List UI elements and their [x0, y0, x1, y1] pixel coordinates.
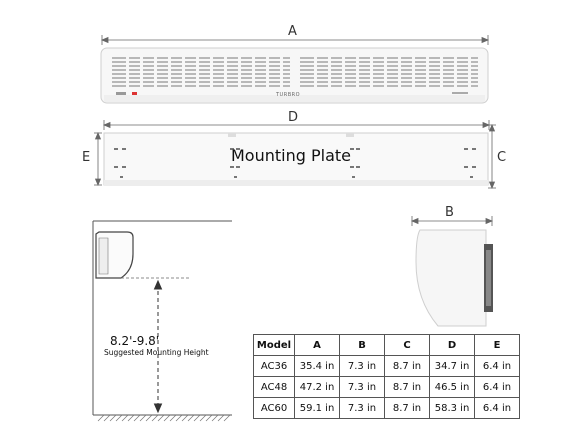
floor-hatch-line [140, 415, 146, 421]
vent-slat [300, 69, 478, 71]
floor-hatch-line [134, 415, 140, 421]
dimension-c-line [488, 125, 496, 188]
vent-slat [112, 57, 290, 59]
dimension-spec-table [253, 334, 520, 419]
floor-hatch-line [98, 415, 104, 421]
floor-hatch-line [158, 415, 164, 421]
vent-divider [210, 56, 213, 88]
floor-hatch-line [194, 415, 200, 421]
unit-side-view [416, 230, 493, 326]
header-a: A [295, 335, 340, 356]
cell-b: 7.3 in [340, 356, 385, 377]
vent-divider [426, 56, 429, 88]
floor-hatch-line [188, 415, 194, 421]
vent-slat [112, 69, 290, 71]
floor-hatch-line [224, 415, 230, 421]
floor-hatch-line [164, 415, 170, 421]
floor-hatch-line [104, 415, 110, 421]
floor-hatch-line [206, 415, 212, 421]
floor-hatch-line [212, 415, 218, 421]
cell-e: 6.4 in [475, 356, 520, 377]
vent-divider [356, 56, 359, 88]
table-row [254, 377, 520, 398]
dimension-e-label: E [82, 150, 91, 165]
cell-c: 8.7 in [385, 377, 430, 398]
floor-hatch-line [122, 415, 128, 421]
dimension-b-label: B [445, 205, 454, 220]
table-row [254, 356, 520, 377]
vent-slat [300, 65, 478, 67]
header-b: B [340, 335, 385, 356]
cell-model: AC36 [254, 356, 295, 377]
cell-e: 6.4 in [475, 398, 520, 419]
vent-slat [300, 73, 478, 75]
floor-hatch-line [128, 415, 134, 421]
header-model: Model [254, 335, 295, 356]
floor-hatch-line [170, 415, 176, 421]
vent-divider [182, 56, 185, 88]
vent-slat [300, 81, 478, 83]
floor-hatch-line [146, 415, 152, 421]
vent-divider [412, 56, 415, 88]
vent-divider [384, 56, 387, 88]
cell-c: 8.7 in [385, 398, 430, 419]
vent-divider [252, 56, 255, 88]
vent-slat [112, 73, 290, 75]
cell-a: 47.2 in [295, 377, 340, 398]
mounting-height-value: 8.2'-9.8' [110, 334, 160, 348]
cell-a: 59.1 in [295, 398, 340, 419]
vent-slat [300, 61, 478, 63]
cell-e: 6.4 in [475, 377, 520, 398]
floor-hatch-line [182, 415, 188, 421]
cell-d: 34.7 in [430, 356, 475, 377]
vent-slat [300, 57, 478, 59]
cell-model: AC60 [254, 398, 295, 419]
dimension-c-label: C [497, 150, 507, 165]
header-c: C [385, 335, 430, 356]
floor-hatch-line [152, 415, 158, 421]
vent-divider [328, 56, 331, 88]
brand-logo-text: TURBRO [276, 92, 301, 98]
vent-slat [112, 77, 290, 79]
floor-hatch-line [116, 415, 122, 421]
vent-slat [112, 85, 290, 87]
vent-divider [398, 56, 401, 88]
vent-slat [300, 85, 478, 87]
vent-divider [314, 56, 317, 88]
vent-divider [224, 56, 227, 88]
dimension-a-label: A [288, 24, 297, 39]
installation-diagram [93, 221, 232, 421]
vent-divider [440, 56, 443, 88]
floor-hatch-line [200, 415, 206, 421]
vent-slat [112, 81, 290, 83]
vent-divider [468, 56, 471, 88]
table-header-row [254, 335, 520, 356]
mounting-height-caption: Suggested Mounting Height [104, 348, 209, 357]
vent-slat [300, 77, 478, 79]
floor-hatch-line [176, 415, 182, 421]
vent-divider [454, 56, 457, 88]
header-d: D [430, 335, 475, 356]
vent-divider [140, 56, 143, 88]
vent-divider [168, 56, 171, 88]
dimension-d-label: D [288, 110, 299, 125]
cell-b: 7.3 in [340, 377, 385, 398]
header-e: E [475, 335, 520, 356]
cell-a: 35.4 in [295, 356, 340, 377]
vent-divider [196, 56, 199, 88]
cell-d: 46.5 in [430, 377, 475, 398]
vent-divider [342, 56, 345, 88]
vent-divider [238, 56, 241, 88]
vent-slat [112, 61, 290, 63]
cell-d: 58.3 in [430, 398, 475, 419]
dimension-e-line [94, 133, 102, 185]
floor-hatch-line [110, 415, 116, 421]
vent-divider [126, 56, 129, 88]
vent-divider [370, 56, 373, 88]
cell-model: AC48 [254, 377, 295, 398]
floor-hatch-line [218, 415, 224, 421]
cell-c: 8.7 in [385, 356, 430, 377]
vent-divider [280, 56, 283, 88]
cell-b: 7.3 in [340, 398, 385, 419]
vent-slat [112, 65, 290, 67]
vent-divider [154, 56, 157, 88]
vent-divider [266, 56, 269, 88]
mounting-plate-title: Mounting Plate [231, 146, 351, 165]
table-row [254, 398, 520, 419]
